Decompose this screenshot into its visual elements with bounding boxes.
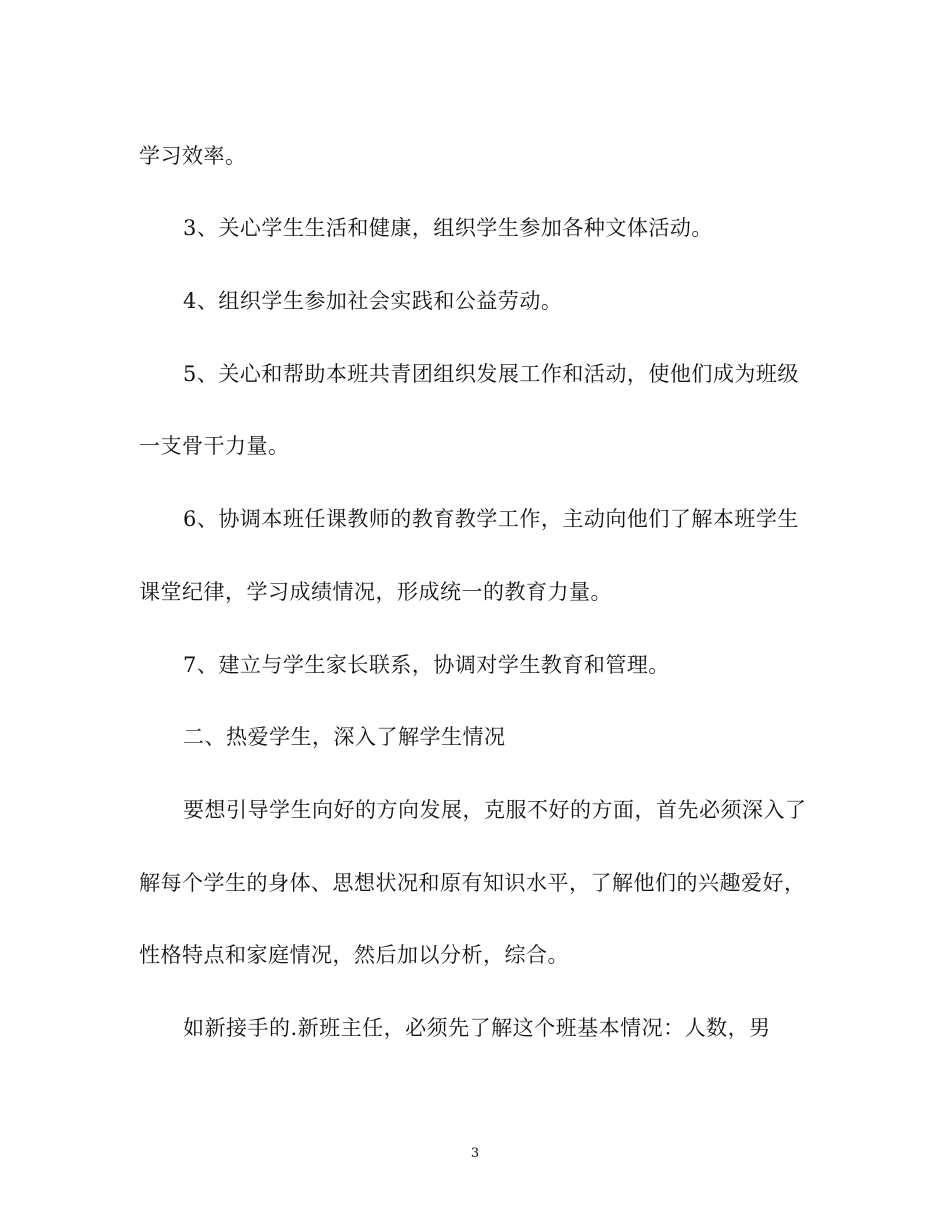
- text-line: 7、建立与学生家长联系，协调对学生教育和管理。: [183, 653, 670, 677]
- text-line: 4、组织学生参加社会实践和公益劳动。: [183, 289, 563, 313]
- text-line: 性格特点和家庭情况，然后加以分析，综合。: [139, 943, 569, 967]
- text-line: 5、关心和帮助本班共青团组织发展工作和活动，使他们成为班级: [183, 362, 799, 386]
- section-heading: 二、热爱学生，深入了解学生情况: [183, 725, 506, 749]
- page-number: 3: [470, 1146, 480, 1161]
- text-line: 6、协调本班任课教师的教育教学工作，主动向他们了解本班学生: [183, 507, 799, 531]
- text-line: 3、关心学生生活和健康，组织学生参加各种文体活动。: [183, 216, 713, 240]
- text-line: 一支骨干力量。: [139, 434, 290, 458]
- text-line: 解每个学生的身体、思想状况和原有知识水平，了解他们的兴趣爱好，: [139, 871, 806, 895]
- text-line: 如新接手的.新班主任，必须先了解这个班基本情况：人数，男: [183, 1016, 771, 1040]
- text-line: 课堂纪律，学习成绩情况，形成统一的教育力量。: [139, 580, 612, 604]
- text-line: 要想引导学生向好的方向发展，克服不好的方面，首先必须深入了: [183, 798, 807, 822]
- text-line: 学习效率。: [139, 144, 247, 168]
